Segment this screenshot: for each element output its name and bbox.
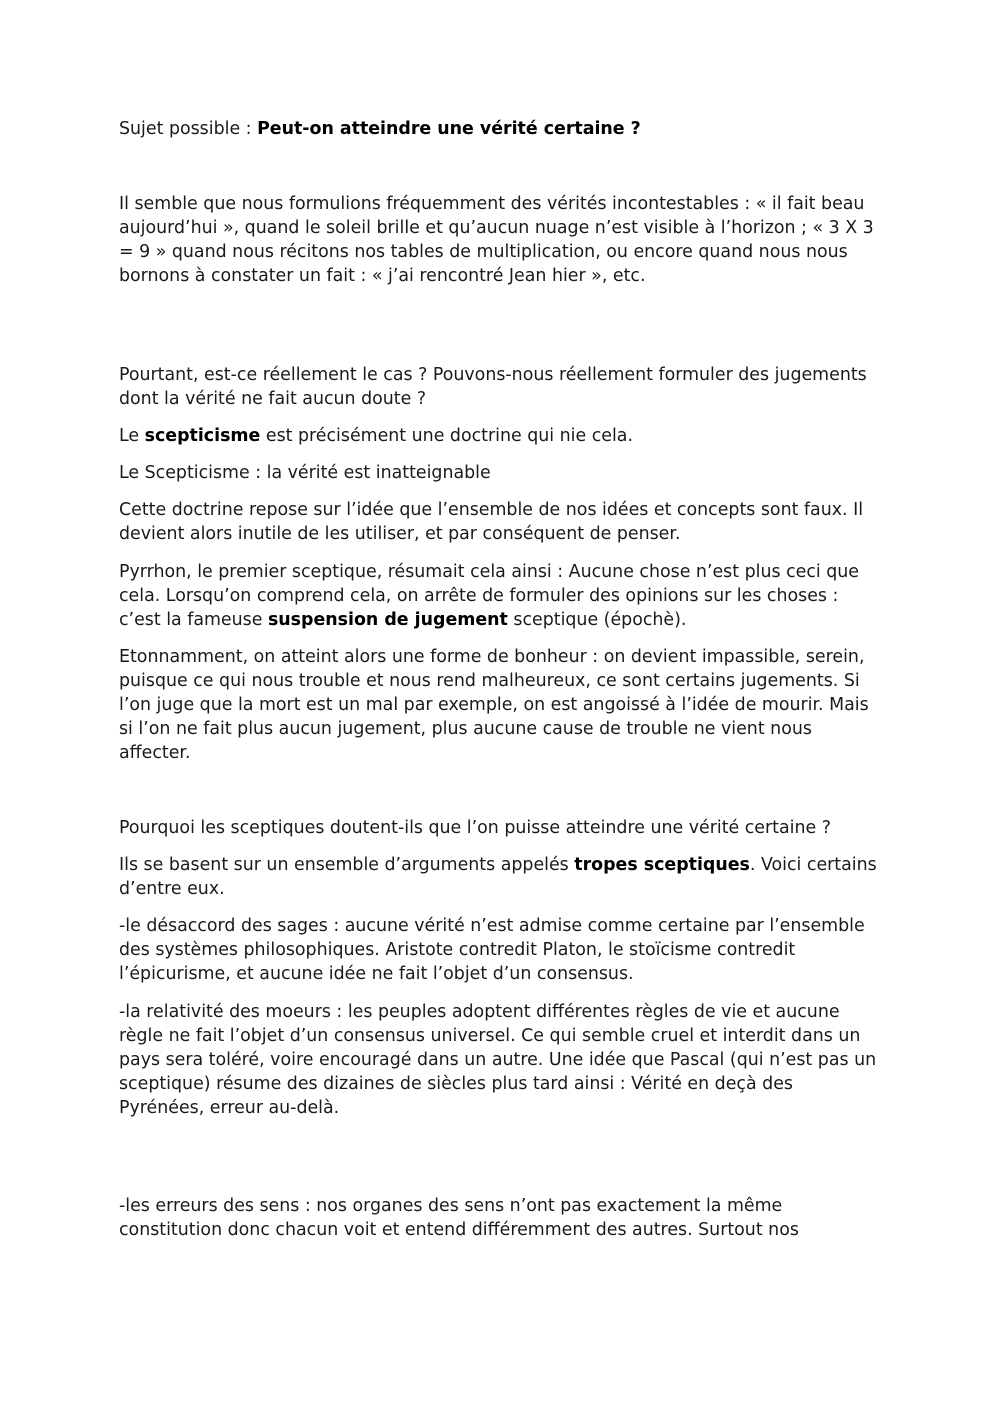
pyrrhon-paragraph — [119, 560, 879, 632]
section-heading: Le Scepticisme : la vérité est inatteignable — [119, 463, 491, 483]
bonheur-paragraph: Etonnamment, on atteint alors une forme de bonheur : on devient impassible, serein, puisque ce qui nous trouble et nous rend malheureux, ce sont certains jugements. Si l’on juge que la mort est un mal par exemple, on est angoissé à l’idée de mourir. Mais si l’on ne fait plus aucun jugement, plus aucune cause de trouble ne vient nous affecter. — [119, 647, 869, 763]
tropes-paragraph — [119, 853, 879, 901]
subject-prefix: Sujet possible : — [119, 119, 258, 139]
desaccord-paragraph: -le désaccord des sages : aucune vérité n’est admise comme certaine par l’ensemble des systèmes philosophiques. Aristote contredit Platon, le stoïcisme contredit l’épicurisme, et aucune idée ne fait l’objet d’un consensus. — [119, 916, 865, 984]
tropes-before: Ils se basent sur un ensemble d’arguments appelés — [119, 855, 575, 875]
subject-question: Peut-on atteindre une vérité certaine ? — [257, 119, 641, 139]
scepticism-paragraph — [119, 424, 633, 448]
tropes-after: . Voici certains d’entre eux. — [119, 855, 877, 899]
erreurs-paragraph: -les erreurs des sens : nos organes des sens n’ont pas exactement la même constitution donc chacun voit et entend différemment des autres. Surtout nos — [119, 1196, 799, 1240]
scepticism-before: Le — [119, 426, 145, 446]
question-paragraph: Pourtant, est-ce réellement le cas ? Pouvons-nous réellement formuler des jugements dont la vérité ne fait aucun doute ? — [119, 365, 867, 409]
pourquoi-paragraph: Pourquoi les sceptiques doutent-ils que l’on puisse atteindre une vérité certaine ? — [119, 818, 831, 838]
tropes-term: tropes sceptiques — [574, 855, 750, 875]
intro-paragraph: Il semble que nous formulions fréquemment des vérités incontestables : « il fait beau aujourd’hui », quand le soleil brille et qu’aucun nuage n’est visible à l’horizon ; « 3 X 3 = 9 » quand nous récitons nos tables de multiplication, ou encore quand nous nous bornons à constater un fait : « j’ai rencontré Jean hier », etc. — [119, 194, 874, 286]
doctrine-paragraph: Cette doctrine repose sur l’idée que l’ensemble de nos idées et concepts sont faux. Il devient alors inutile de les utiliser, et par conséquent de penser. — [119, 500, 864, 544]
relativite-paragraph: -la relativité des moeurs : les peuples adoptent différentes règles de vie et aucune règle ne fait l’objet d’un consensus universel. Ce qui semble cruel et interdit dans un pays sera toléré, voire encouragé dans un autre. Une idée que Pascal (qui n’est pas un sceptique) résume des dizaines de siècles plus tard ainsi : Vérité en deçà des Pyrénées, erreur au-delà. — [119, 1002, 877, 1118]
pyrrhon-term: suspension de jugement — [267, 610, 508, 630]
scepticism-term: scepticisme — [144, 426, 261, 446]
scepticism-after: est précisément une doctrine qui nie cela. — [260, 426, 633, 446]
pyrrhon-before: Pyrrhon, le premier sceptique, résumait cela ainsi : Aucune chose n’est plus ceci que cela. Lorsqu’on comprend cela, on arrête de formuler des opinions sur les choses : c’est la fameuse — [119, 562, 860, 630]
subject-line — [119, 117, 641, 141]
pyrrhon-after: sceptique (épochè). — [507, 610, 687, 630]
